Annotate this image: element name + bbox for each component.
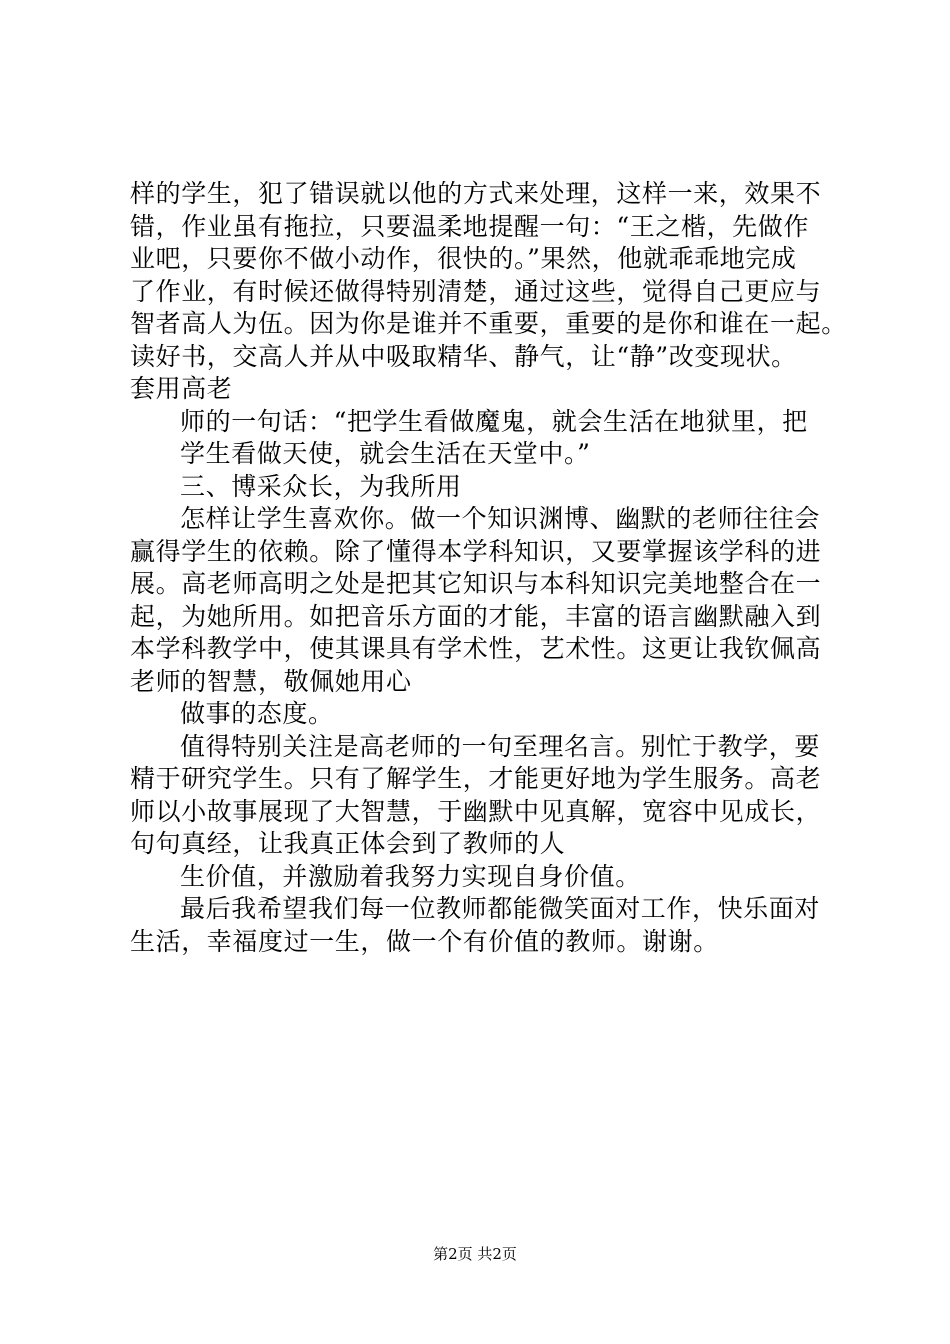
text-line: 学生看做天使，就会生活在天堂中。” (180, 439, 591, 468)
text-line: 值得特别关注是高老师的一句至理名言。别忙于教学，要 (180, 731, 821, 761)
text-line: 错，作业虽有拖拉，只要温柔地提醒一句：“王之楷，先做作 (130, 211, 809, 241)
text-line: 本学科教学中，使其课具有学术性，艺术性。这更让我钦佩高 (130, 634, 822, 663)
text-line: 起，为她所用。如把音乐方面的才能，丰富的语言幽默融入到 (130, 601, 822, 631)
text-line: 展。高老师高明之处是把其它知识与本科知识完美地整合在一 (130, 569, 822, 598)
text-line: 师的一句话：“把学生看做魔鬼，就会生活在地狱里，把 (180, 406, 808, 436)
text-line: 怎样让学生喜欢你。做一个知识渊博、幽默的老师往往会 (180, 504, 821, 533)
text-line: 读好书，交高人并从中吸取精华、静气，让“静”改变现状。 (130, 341, 797, 371)
text-line: 师以小故事展现了大智慧，于幽默中见真解，宽容中见成长， (130, 796, 822, 826)
text-line: 赢得学生的依赖。除了懂得本学科知识，又要掌握该学科的进 (130, 536, 822, 566)
body-text (130, 178, 850, 958)
text-line: 老师的智慧，敬佩她用心 (130, 666, 412, 696)
page-footer: 第2页 共2页 (433, 1245, 517, 1263)
text-line: 三、博采众长，为我所用 (180, 471, 462, 501)
text-line: 生活，幸福度过一生，做一个有价值的教师。谢谢。 (130, 926, 719, 956)
text-line: 样的学生，犯了错误就以他的方式来处理，这样一来，效果不 (130, 179, 822, 208)
text-line: 智者高人为伍。因为你是谁并不重要，重要的是你和谁在一起。 (130, 309, 847, 338)
text-line: 了作业，有时候还做得特别清楚，通过这些，觉得自己更应与 (130, 276, 822, 306)
text-line: 最后我希望我们每一位教师都能微笑面对工作，快乐面对 (180, 894, 821, 923)
text-line: 做事的态度。 (180, 699, 334, 728)
text-line: 精于研究学生。只有了解学生，才能更好地为学生服务。高老 (130, 764, 822, 793)
text-line: 业吧，只要你不做小动作，很快的。”果然，他就乖乖地完成 (130, 244, 797, 273)
text-line: 生价值，并激励着我努力实现自身价值。 (180, 861, 641, 891)
text-line: 套用高老 (130, 374, 233, 403)
text-line: 句句真经，让我真正体会到了教师的人 (130, 829, 566, 858)
